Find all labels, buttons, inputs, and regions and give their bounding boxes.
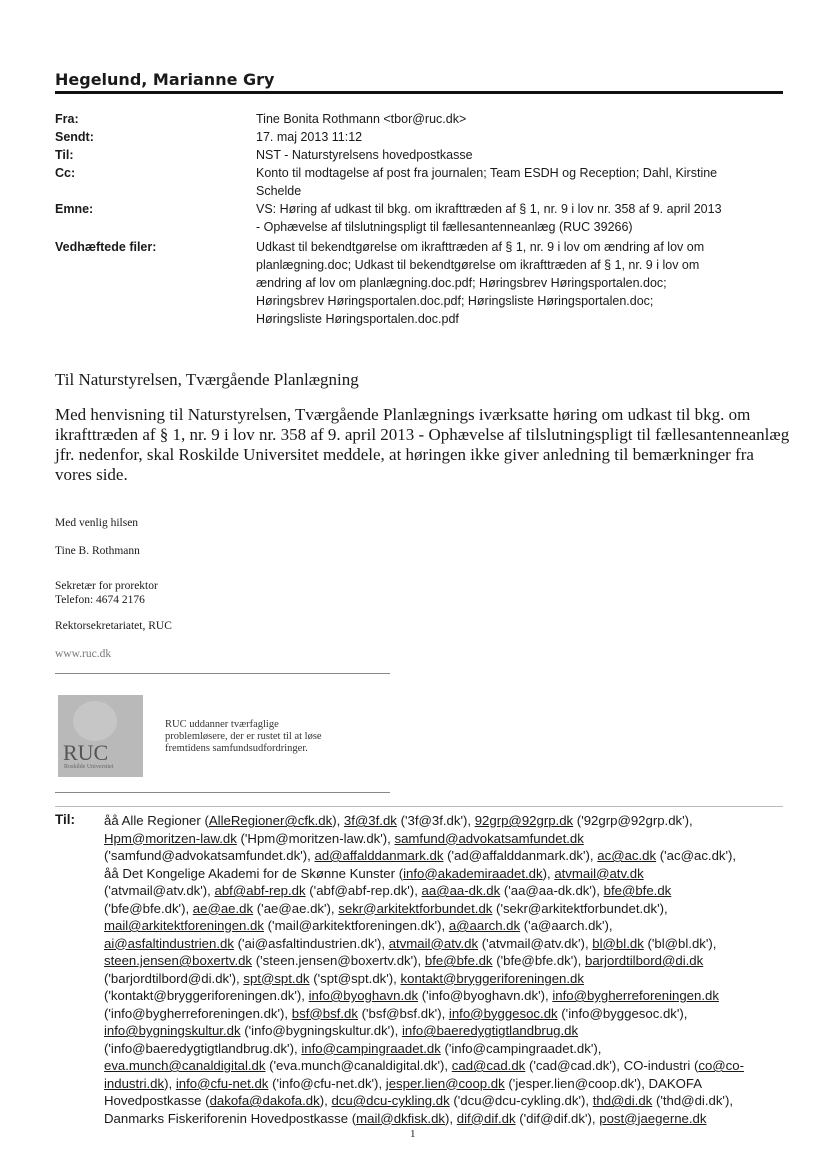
email-link[interactable]: barjordtilbord@di.dk xyxy=(585,953,704,968)
header-label: Sendt: xyxy=(55,130,94,144)
recipient-line xyxy=(104,847,744,865)
header-value xyxy=(256,164,795,200)
recipient-text: ), xyxy=(445,1110,457,1126)
email-link[interactable]: info@byoghavn.dk xyxy=(308,988,419,1003)
email-link[interactable]: Hpm@moritzen-law.dk xyxy=(104,830,237,846)
email-link[interactable]: info@bygningskultur.dk xyxy=(104,1023,241,1038)
recipient-text: ('steen.jensen@boxertv.dk'), xyxy=(252,953,425,968)
body-line: jfr. nedenfor, skal Roskilde Universitet meddele, at høringen ikke giver anledning til bemærkninger fra xyxy=(55,445,754,464)
email-link[interactable]: bsf@bsf.dk xyxy=(291,1005,358,1021)
recipient-text: ('dif@dif.dk'), xyxy=(515,1110,600,1126)
logo-text: RUC xyxy=(63,740,109,765)
recipient-line xyxy=(104,830,744,848)
header-row xyxy=(55,238,795,328)
email-link[interactable]: ac@ac.dk xyxy=(597,848,657,863)
recipient-text: ), xyxy=(164,1075,176,1091)
email-link[interactable]: kontakt@bryggeriforeningen.dk xyxy=(400,970,584,986)
recipient-text: ('ae@ae.dk'), xyxy=(253,900,339,916)
recipient-line xyxy=(104,970,744,988)
email-link[interactable]: atvmail@atv.dk xyxy=(554,865,644,881)
email-link[interactable]: info@campingraadet.dk xyxy=(301,1040,441,1056)
recipient-text: Hovedpostkasse ( xyxy=(104,1093,210,1108)
tagline xyxy=(165,719,322,755)
recipient-line xyxy=(104,1075,744,1093)
recipient-line xyxy=(104,1005,744,1023)
email-link[interactable]: eva.munch@canaldigital.dk xyxy=(104,1058,266,1073)
header-value xyxy=(256,238,795,328)
recipient-text: ('bl@bl.dk'), xyxy=(643,935,717,951)
website-link[interactable]: www.ruc.dk xyxy=(55,648,112,660)
email-link[interactable]: mail@dkfisk.dk xyxy=(356,1110,445,1126)
email-link[interactable]: info@baeredygtigtlandbrug.dk xyxy=(401,1023,579,1038)
header-value-line: - Ophævelse af tilslutningspligt til fællesantenneanlæg (RUC 39266) xyxy=(256,220,633,234)
header-value-line: Høringsbrev Høringsportalen.doc.pdf; Høringsliste Høringsportalen.doc; xyxy=(256,294,654,308)
header-value-line: Tine Bonita Rothmann <tbor@ruc.dk> xyxy=(256,112,467,126)
email-link[interactable]: info@bygherreforeningen.dk xyxy=(552,988,719,1003)
email-link[interactable]: spt@spt.dk xyxy=(243,970,310,986)
tagline-line: fremtidens samfundsudfordringer. xyxy=(165,743,308,754)
email-link[interactable]: atvmail@atv.dk xyxy=(388,935,479,951)
recipient-text: ('bfe@bfe.dk'), xyxy=(492,953,585,968)
header-value-line: planlægning.doc; Udkast til bekendtgørelse om ikrafttræden af § 1, nr. 9 i lov om xyxy=(256,258,700,272)
recipient-line xyxy=(104,865,744,883)
email-link[interactable]: bl@bl.dk xyxy=(592,935,644,951)
email-link[interactable]: cad@cad.dk xyxy=(451,1058,526,1073)
signature-closing: Med venlig hilsen xyxy=(55,517,139,529)
email-link[interactable]: aa@aa-dk.dk xyxy=(421,883,501,898)
seal-icon xyxy=(73,701,117,741)
email-link[interactable]: dakofa@dakofa.dk xyxy=(209,1093,320,1108)
email-link[interactable]: samfund@advokatsamfundet.dk xyxy=(394,830,584,846)
divider xyxy=(55,673,390,674)
signature-dept: Rektorsekretariatet, RUC xyxy=(55,620,172,632)
recipient-text: ), xyxy=(332,813,344,828)
email-link[interactable]: sekr@arkitektforbundet.dk xyxy=(338,900,493,916)
divider xyxy=(55,792,390,793)
email-link[interactable]: ae@ae.dk xyxy=(192,900,254,916)
recipient-text: ('mail@arkitektforeningen.dk'), xyxy=(264,918,449,933)
recipients-list xyxy=(104,812,744,1127)
recipient-text: ('dcu@dcu-cykling.dk'), xyxy=(449,1093,593,1108)
recipient-text: ('info@bygningskultur.dk'), xyxy=(240,1023,402,1038)
header-label: Til: xyxy=(55,148,74,162)
recipient-text: ('info@baeredygtigtlandbrug.dk'), xyxy=(104,1040,302,1056)
recipient-text: ('barjordtilbord@di.dk'), xyxy=(104,970,244,986)
title-rule xyxy=(55,91,783,94)
recipient-line xyxy=(104,987,744,1005)
email-link[interactable]: 3f@3f.dk xyxy=(343,813,397,828)
header-value-line: NST - Naturstyrelsens hovedpostkasse xyxy=(256,148,473,162)
recipient-text: ('jesper.lien@coop.dk'), DAKOFA xyxy=(504,1075,703,1091)
recipient-text: åå Alle Regioner ( xyxy=(104,813,209,828)
signature-role: Sekretær for prorektor xyxy=(55,580,158,592)
email-link[interactable]: info@akademiraadet.dk xyxy=(403,865,543,881)
header-value xyxy=(256,146,795,164)
header-row xyxy=(55,164,795,200)
recipient-text: ('info@campingraadet.dk'), xyxy=(440,1040,602,1056)
body-line: Med henvisning til Naturstyrelsen, Tværgående Planlægnings iværksatte høring om udkast til bkg. om xyxy=(55,405,751,424)
recipient-text: ('atvmail@atv.dk'), xyxy=(478,935,593,951)
recipient-line xyxy=(104,882,744,900)
recipient-text: ('92grp@92grp.dk'), xyxy=(573,813,693,828)
header-label: Vedhæftede filer: xyxy=(55,240,157,254)
recipient-text: ('info@byoghavn.dk'), xyxy=(418,988,553,1003)
header-row xyxy=(55,200,795,236)
email-link[interactable]: a@aarch.dk xyxy=(448,918,521,933)
recipient-text: ('abf@abf-rep.dk'), xyxy=(305,883,422,898)
header-value-line: ændring af lov om planlægning.doc.pdf; Høringsbrev Høringsportalen.doc; xyxy=(256,276,667,290)
email-link[interactable]: AlleRegioner@cfk.dk xyxy=(208,813,333,828)
body-line: ikrafttræden af § 1, nr. 9 i lov nr. 358 af 9. april 2013 - Ophævelse af tilslutningspligt til fællesantenneanlæg xyxy=(55,425,790,444)
email-link[interactable]: abf@abf-rep.dk xyxy=(214,883,306,898)
header-value-line: Udkast til bekendtgørelse om ikrafttræden af § 1, nr. 9 i lov om ændring af lov om xyxy=(256,240,705,254)
page-number: 1 xyxy=(410,1128,416,1140)
recipient-text: ('cad@cad.dk'), CO-industri ( xyxy=(525,1058,699,1073)
header-value-line: VS: Høring af udkast til bkg. om ikrafttræden af § 1, nr. 9 i lov nr. 358 af 9. april 2013 xyxy=(256,202,722,216)
recipient-text: ('info@cfu-net.dk'), xyxy=(268,1075,386,1091)
header-row xyxy=(55,110,795,128)
recipient-line xyxy=(104,1092,744,1110)
recipient-line xyxy=(104,900,744,918)
header-label: Fra: xyxy=(55,112,79,126)
recipient-text: ('a@aarch.dk'), xyxy=(520,918,613,933)
document-title: Hegelund, Marianne Gry xyxy=(55,70,275,89)
recipient-line xyxy=(104,812,744,830)
recipient-text: ), xyxy=(542,865,555,881)
recipient-text: ('aa@aa-dk.dk'), xyxy=(500,883,604,898)
email-link[interactable]: info@cfu-net.dk xyxy=(175,1075,269,1091)
email-link[interactable]: thd@di.dk xyxy=(592,1093,653,1108)
body-line: vores side. xyxy=(55,465,128,484)
recipient-text: ('eva.munch@canaldigital.dk'), xyxy=(265,1058,452,1073)
greeting: Til Naturstyrelsen, Tværgående Planlægning xyxy=(55,370,359,389)
recipient-text: ('3f@3f.dk'), xyxy=(396,813,475,828)
tagline-line: RUC uddanner tværfaglige xyxy=(165,719,279,730)
recipient-line xyxy=(104,917,744,935)
signature-phone: Telefon: 4674 2176 xyxy=(55,594,145,606)
email-header xyxy=(55,110,795,328)
header-value-line: Schelde xyxy=(256,184,302,198)
email-link[interactable]: ad@affalddanmark.dk xyxy=(314,848,444,863)
recipient-text: ('ai@asfaltindustrien.dk'), xyxy=(233,935,389,951)
recipient-line xyxy=(104,1040,744,1058)
message-body xyxy=(55,405,815,485)
recipient-text: ('samfund@advokatsamfundet.dk'), xyxy=(104,848,315,863)
header-label: Emne: xyxy=(55,202,94,216)
header-value-line: Konto til modtagelse af post fra journalen; Team ESDH og Reception; Dahl, Kirstine xyxy=(256,166,718,180)
email-link[interactable]: 92grp@92grp.dk xyxy=(474,813,574,828)
header-row xyxy=(55,128,795,146)
ruc-logo xyxy=(58,695,143,777)
header-label: Cc: xyxy=(55,166,76,180)
email-link[interactable]: dcu@dcu-cykling.dk xyxy=(331,1093,450,1108)
recipients-label: Til: xyxy=(55,812,75,827)
email-link[interactable]: info@byggesoc.dk xyxy=(448,1005,558,1021)
recipient-text: ('ad@affalddanmark.dk'), xyxy=(443,848,598,863)
header-row xyxy=(55,146,795,164)
recipient-text: ('kontakt@bryggeriforeningen.dk'), xyxy=(104,988,309,1003)
recipient-line xyxy=(104,952,744,970)
tagline-line: problemløsere, der er rustet til at løse xyxy=(165,731,322,742)
recipient-line xyxy=(104,1022,744,1040)
recipient-text: åå Det Kongelige Akademi for de Skønne Kunster ( xyxy=(104,865,404,881)
recipient-text: Danmarks Fiskeriforenin Hovedpostkasse ( xyxy=(104,1110,357,1126)
recipient-text: ('ac@ac.dk'), xyxy=(656,848,737,863)
recipient-text: ('Hpm@moritzen-law.dk'), xyxy=(236,830,395,846)
email-link[interactable]: jesper.lien@coop.dk xyxy=(385,1075,505,1091)
recipient-text: ('bfe@bfe.dk'), xyxy=(104,900,193,916)
email-link[interactable]: co@co- xyxy=(698,1058,744,1073)
recipient-line xyxy=(104,935,744,953)
email-link[interactable]: steen.jensen@boxertv.dk xyxy=(104,953,253,968)
header-value xyxy=(256,110,795,128)
header-value xyxy=(256,128,795,146)
recipient-line xyxy=(104,1110,744,1128)
divider xyxy=(55,806,783,807)
email-link[interactable]: industri.dk xyxy=(104,1075,165,1091)
recipient-text: ('info@byggesoc.dk'), xyxy=(557,1005,688,1021)
recipient-text: ('info@bygherreforeningen.dk'), xyxy=(104,1005,292,1021)
recipient-line xyxy=(104,1057,744,1075)
signature-name: Tine B. Rothmann xyxy=(55,545,140,557)
recipient-text: ), xyxy=(319,1093,332,1108)
email-link[interactable]: bfe@bfe.dk xyxy=(603,883,672,898)
email-link[interactable]: ai@asfaltindustrien.dk xyxy=(104,935,234,951)
header-value xyxy=(256,200,795,236)
email-link[interactable]: bfe@bfe.dk xyxy=(424,953,493,968)
header-value-line: Høringsliste Høringsportalen.doc.pdf xyxy=(256,312,459,326)
logo-subtext: Roskilde Universitet xyxy=(64,764,114,770)
email-link[interactable]: post@jaegerne.dk xyxy=(599,1110,707,1126)
email-link[interactable]: mail@arkitektforeningen.dk xyxy=(104,918,264,933)
recipient-text: ('bsf@bsf.dk'), xyxy=(357,1005,449,1021)
recipient-text: ('atvmail@atv.dk'), xyxy=(104,883,215,898)
recipient-text: ('sekr@arkitektforbundet.dk'), xyxy=(492,900,668,916)
recipient-text: ('thd@di.dk'), xyxy=(652,1093,734,1108)
email-link[interactable]: dif@dif.dk xyxy=(456,1110,516,1126)
header-value-line: 17. maj 2013 11:12 xyxy=(256,130,363,144)
recipient-text: ('spt@spt.dk'), xyxy=(309,970,401,986)
